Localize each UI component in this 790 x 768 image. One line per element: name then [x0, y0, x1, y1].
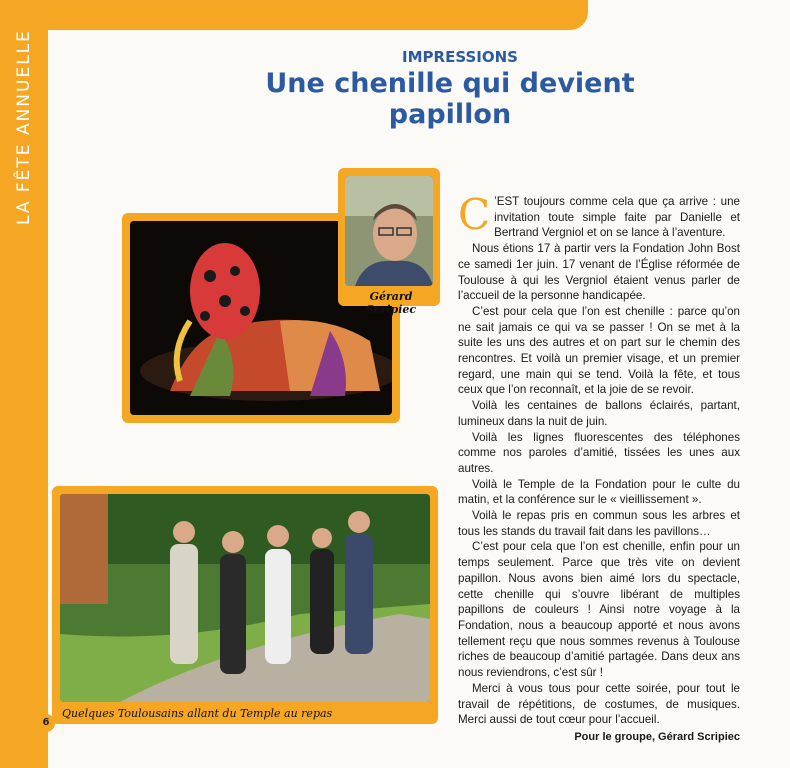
portrait-photo: [345, 176, 433, 286]
portrait-caption: Gérard Scripiec: [365, 290, 417, 316]
article-paragraph: Merci à vous tous pour cette soirée, pour tout le travail de répétitions, de costumes, de musiques. Merci aussi de tout cœur pour l’accueil.: [458, 681, 740, 727]
section-label: LA FÊTE ANNUELLE: [14, 29, 34, 225]
orange-top-band: [0, 0, 588, 30]
article-paragraph: Voilà le Temple de la Fondation pour le culte du matin, et la conférence sur le « vieillissement ».: [458, 477, 740, 507]
article-paragraph: Voilà les centaines de ballons éclairés, partant, lumineux dans la nuit de juin.: [458, 399, 740, 428]
article-paragraph: ’EST toujours comme cela que ça arrive : une invitation toute simple faite par Danielle et Bertrand Vergniol et on se lance à l’aventure.: [494, 195, 740, 240]
article-signature: Pour le groupe, Gérard Scripiec: [574, 730, 740, 743]
drop-cap: C: [458, 190, 491, 239]
page-number: 6: [37, 714, 55, 732]
people-walking-image: [60, 494, 430, 702]
group-photo-caption: Quelques Toulousains allant du Temple au repas: [62, 707, 333, 720]
article-paragraph: Nous étions 17 à partir vers la Fondation John Bost ce samedi 1er juin. 17 venant de l’Église réformée de Toulouse à qui les Vergniol étaient venus parler de l’accueil de la personne handicapée.: [458, 242, 740, 303]
man-portrait-image: [345, 176, 433, 286]
group-walking-photo: [60, 494, 430, 702]
article-body: [458, 190, 740, 746]
article-paragraph: C’est pour cela que l’on est chenille, enfin pour un temps seulement. Parce que très vite on devient papillon. Nous avons bien aimé lors du spectacle, cette chenille qui s’ouvre libérant de multiples papillons de couleurs ! Ainsi notre voyage à la Fondation, nous a beaucoup apporté et nous avons tellement reçu que nous sommes revenus à Toulouse riches de beaucoup d’amitié partagée. Dans deux ans nous reviendrons, c’est sûr !: [458, 540, 740, 680]
article-kicker: IMPRESSIONS: [402, 48, 518, 66]
article-paragraph: Voilà le repas pris en commun sous les arbres et tous les stands du travail fait dans les pavillons…: [458, 509, 740, 538]
article-title: Une chenille qui devient papillon: [265, 68, 635, 130]
article-paragraph: C’est pour cela que l’on est chenille : parce qu’on ne sait jamais ce qui va se passer ! On se met à la suite les uns des autres et on part sur le chemin des rencontres. Et voilà un premier visage, et un premier regard, une main qui se tend. Voilà la fête, et tous ceux que l’on reconnaît, et la joie de se revoir.: [458, 304, 740, 397]
article-paragraph: Voilà les lignes fluorescentes des téléphones comme nos paroles d’amitié, tissées les unes aux autres.: [458, 430, 740, 475]
